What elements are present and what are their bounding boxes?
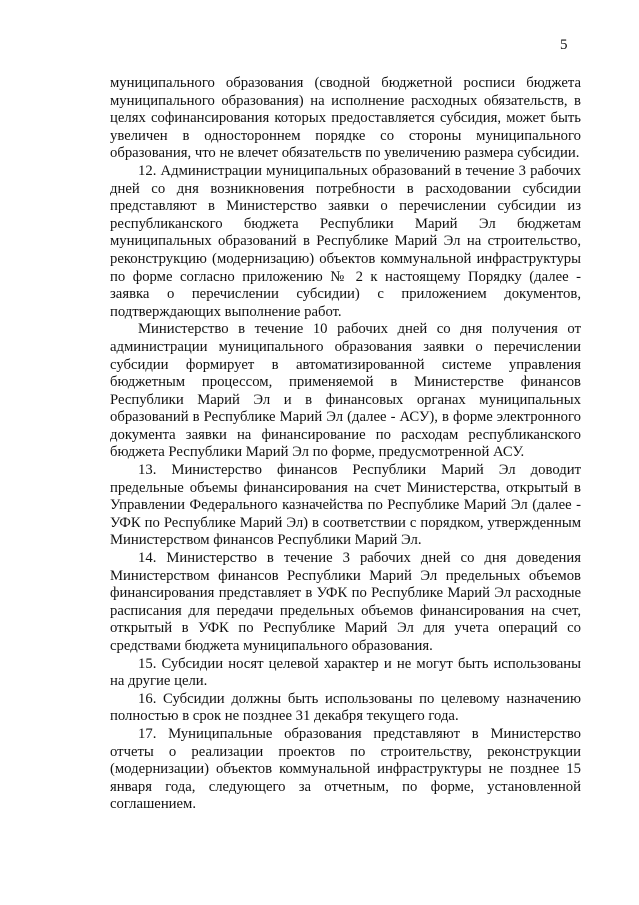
paragraph-item-16: 16. Субсидии должны быть использованы по целевому назначению полностью в срок не позднее 31 декабря текущего года. [110,690,581,725]
paragraph-continuation: муниципального образования (сводной бюджетной росписи бюджета муниципального образования) на исполнение расходных обязательств, в целях софинансирования которых предоставляется субсидия, может быть увеличен в одностороннем порядке со стороны муниципального образования, что не влечет обязательств по увеличению размера субсидии. [110,75,581,162]
page-number: 5 [560,37,568,53]
paragraph-item-13: 13. Министерство финансов Республики Марий Эл доводит предельные объемы финансирования на счет Министерства, открытый в Управлении Федерального казначейства по Республике Марий Эл (далее - УФК по Республике Марий Эл) в соответствии с порядком, утвержденным Министерством финансов Республики Марий Эл. [110,462,581,549]
paragraph-ministry-procedure: Министерство в течение 10 рабочих дней со дня получения от администрации муниципального образования заявки о перечислении субсидии формирует в автоматизированной системе управления бюджетным процессом, применяемой в Министерстве финансов Республики Марий Эл и в финансовых органах муниципальных образований в Республике Марий Эл (далее - АСУ), в форме электронного документа заявки на финансирование по расходам республиканского бюджета Республики Марий Эл по форме, предусмотренной АСУ. [110,321,581,461]
paragraph-item-12: 12. Администрации муниципальных образований в течение 3 рабочих дней со дня возникновения потребности в расходовании субсидии представляют в Министерство заявки о перечислении субсидии из республиканского бюджета Республики Марий Эл бюджетам муниципальных образований в Республике Марий Эл на строительство, реконструкцию (модернизацию) объектов коммунальной инфраструктуры по форме согласно приложению № 2 к настоящему Порядку (далее - заявка о перечислении субсидии) с приложением документов, подтверждающих выполнение работ. [110,162,581,320]
document-body [110,75,581,814]
paragraph-item-14: 14. Министерство в течение 3 рабочих дней со дня доведения Министерством финансов Республики Марий Эл предельных объемов финансирования представляет в УФК по Республике Марий Эл расходные расписания для передачи предельных объемов финансирования на счет, открытый в УФК по Республике Марий Эл для учета операций со средствами бюджета муниципального образования. [110,550,581,654]
paragraph-item-17: 17. Муниципальные образования представляют в Министерство отчеты о реализации проектов по строительству, реконструкции (модернизации) объектов коммунальной инфраструктуры не позднее 15 января года, следующего за отчетным, по форме, установленной соглашением. [110,725,581,813]
paragraph-item-15: 15. Субсидии носят целевой характер и не могут быть использованы на другие цели. [110,655,581,690]
